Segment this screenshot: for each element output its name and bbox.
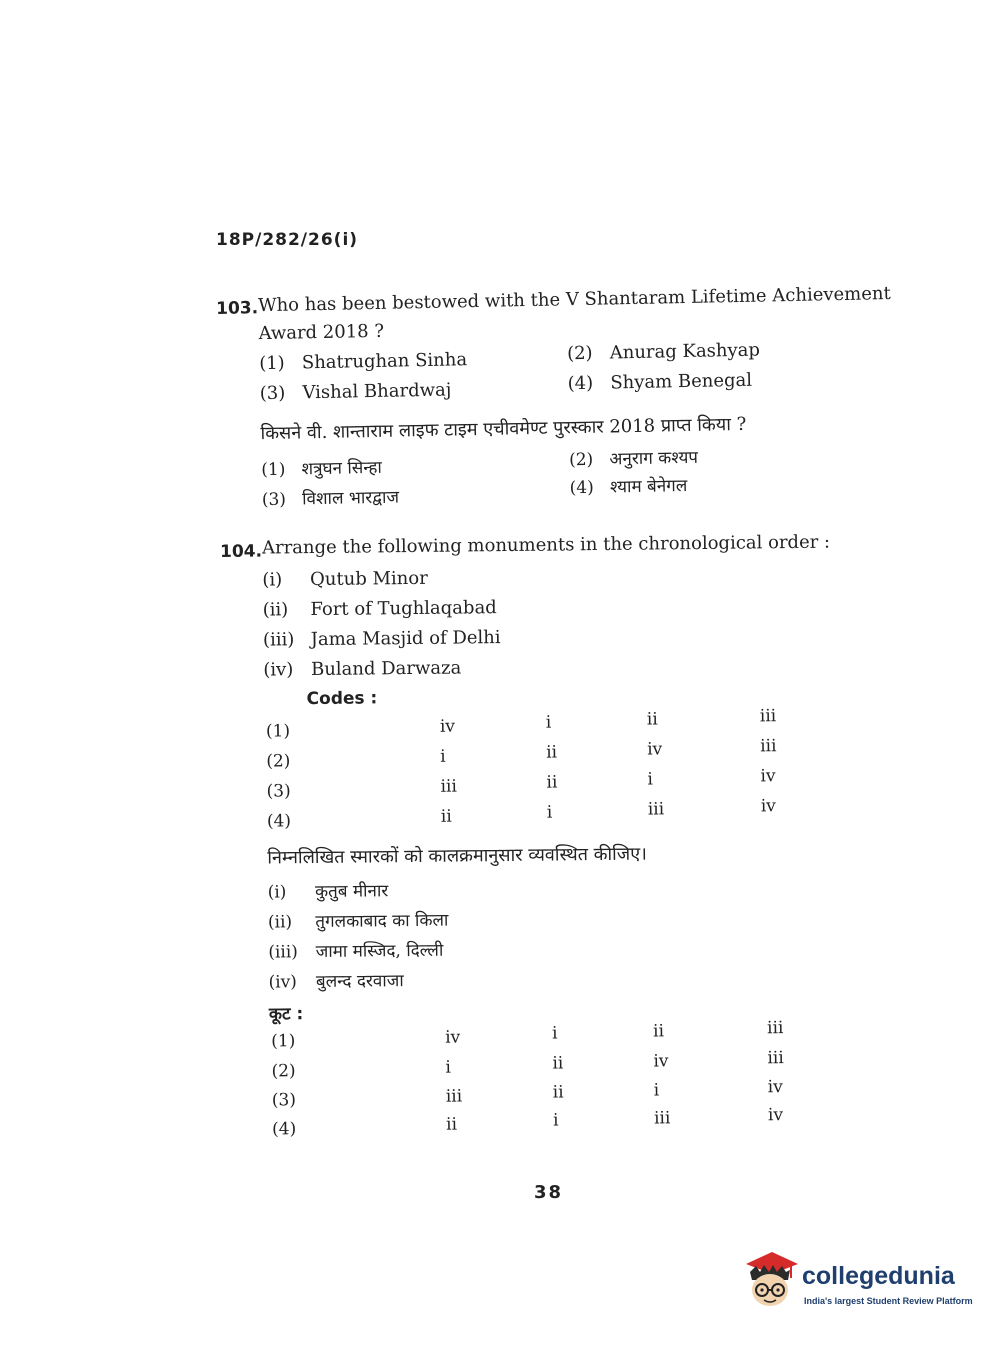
item-text: तुगलकाबाद का किला	[315, 910, 449, 933]
option-text: अनुराग कश्यप	[609, 447, 699, 470]
option-4	[567, 370, 752, 395]
code-num: (4)	[272, 1119, 297, 1140]
question-text: Who has been bestowed with the V Shantaram Lifetime Achievement	[257, 283, 891, 317]
code-d: iv	[767, 1077, 783, 1098]
item-ii	[263, 597, 497, 620]
hindi-option-4	[569, 473, 687, 498]
code-c: ii	[653, 1021, 665, 1042]
option-num: (2)	[566, 342, 593, 365]
option-num: (3)	[259, 382, 286, 405]
option-text: शत्रुघन सिन्हा	[301, 457, 383, 480]
option-num: (3)	[261, 489, 287, 511]
item-num: (iii)	[262, 629, 295, 651]
question-number: 103.	[215, 298, 259, 319]
code-a: iii	[440, 776, 457, 797]
item-num: (i)	[262, 569, 283, 591]
code-a: i	[445, 1057, 452, 1078]
item-text: जामा मस्जिद, दिल्ली	[315, 940, 444, 963]
question-text-hindi: किसने वी. शान्ताराम लाइफ टाइम एचीवमेण्ट पुरस्कार 2018 प्राप्त किया ?	[260, 413, 747, 445]
option-num: (2)	[568, 449, 594, 471]
hindi-option-1	[261, 455, 382, 480]
code-num: (3)	[266, 781, 291, 802]
item-num: (iv)	[263, 659, 294, 681]
code-c: iii	[647, 799, 665, 820]
code-a: iv	[439, 716, 456, 737]
code-d: iv	[760, 766, 776, 787]
code-d: iii	[760, 736, 777, 757]
option-2	[567, 340, 760, 365]
code-num: (4)	[266, 811, 292, 832]
code-b: ii	[546, 772, 558, 793]
option-num: (4)	[567, 372, 594, 395]
hindi-item-i	[268, 878, 389, 902]
code-b: i	[552, 1023, 558, 1044]
code-b: i	[546, 802, 553, 823]
option-1	[259, 349, 467, 374]
item-num: (iii)	[268, 942, 298, 963]
code-c: i	[647, 769, 654, 790]
codes-label: Codes :	[306, 688, 378, 710]
question-text: Arrange the following monuments in the chronological order :	[261, 531, 831, 559]
code-num: (2)	[271, 1061, 296, 1082]
code-b: ii	[552, 1082, 564, 1103]
logo-name: collegedunia	[802, 1262, 955, 1290]
option-text: Vishal Bhardwaj	[302, 379, 452, 404]
item-num: (ii)	[262, 599, 289, 621]
code-num: (1)	[271, 1031, 296, 1052]
paper-code: 18P/282/26(i)	[216, 230, 359, 250]
logo-tagline: India's largest Student Review Platform	[804, 1296, 973, 1306]
code-b: ii	[552, 1053, 564, 1074]
code-a: ii	[440, 806, 452, 827]
code-c: i	[653, 1080, 660, 1101]
collegedunia-logo[interactable]	[742, 1250, 972, 1316]
item-text: बुलन्द दरवाजा	[315, 971, 404, 993]
code-d: iii	[767, 1048, 784, 1069]
code-num: (3)	[271, 1090, 297, 1111]
item-text: Qutub Minor	[309, 567, 428, 591]
hindi-item-iv	[268, 968, 403, 992]
item-text: Fort of Tughlaqabad	[310, 597, 497, 621]
code-c: iii	[653, 1108, 671, 1129]
hindi-item-iii	[268, 938, 443, 963]
item-num: (i)	[267, 882, 287, 903]
question-text-hindi: निम्नलिखित स्मारकों को कालक्रमानुसार व्यवस्थित कीजिए।	[267, 843, 648, 869]
code-num: (1)	[265, 721, 291, 742]
item-iii	[263, 627, 501, 650]
hindi-item-ii	[268, 908, 449, 933]
code-d: iii	[766, 1018, 784, 1039]
question-text-cont: Award 2018 ?	[258, 320, 385, 345]
hindi-codes-label: कूट :	[268, 1004, 304, 1025]
code-d: iv	[767, 1105, 784, 1126]
option-text: विशाल भारद्वाज	[301, 487, 400, 510]
code-c: iv	[653, 1051, 669, 1072]
option-text: श्याम बेनेगल	[609, 475, 688, 498]
code-b: i	[545, 712, 552, 733]
code-a: i	[440, 746, 446, 767]
hindi-option-3	[262, 485, 400, 511]
option-text: Anurag Kashyap	[609, 339, 761, 364]
item-text: Buland Darwaza	[310, 657, 462, 681]
option-num: (4)	[569, 477, 594, 499]
hindi-option-2	[569, 445, 698, 470]
item-iv	[263, 657, 461, 680]
code-a: ii	[445, 1114, 458, 1135]
code-b: ii	[546, 742, 558, 763]
option-num: (1)	[261, 459, 286, 481]
code-c: ii	[646, 709, 658, 730]
code-a: iv	[445, 1027, 461, 1048]
option-text: Shyam Benegal	[610, 369, 753, 394]
option-text: Shatrughan Sinha	[301, 349, 468, 374]
mascot-icon	[742, 1250, 800, 1314]
code-b: i	[552, 1110, 559, 1131]
item-num: (iv)	[268, 972, 297, 993]
item-num: (ii)	[267, 912, 293, 933]
item-i	[262, 568, 428, 591]
code-a: iii	[445, 1086, 463, 1107]
item-text: Jama Masjid of Delhi	[310, 627, 501, 651]
page-number: 38	[534, 1182, 564, 1203]
option-3	[260, 380, 452, 405]
code-d: iii	[759, 706, 777, 727]
question-number: 104.	[219, 541, 263, 562]
code-num: (2)	[266, 751, 291, 772]
item-text: कुतुब मीनार	[314, 881, 389, 903]
option-num: (1)	[259, 352, 285, 375]
code-d: iv	[760, 796, 776, 817]
code-c: iv	[647, 739, 663, 760]
